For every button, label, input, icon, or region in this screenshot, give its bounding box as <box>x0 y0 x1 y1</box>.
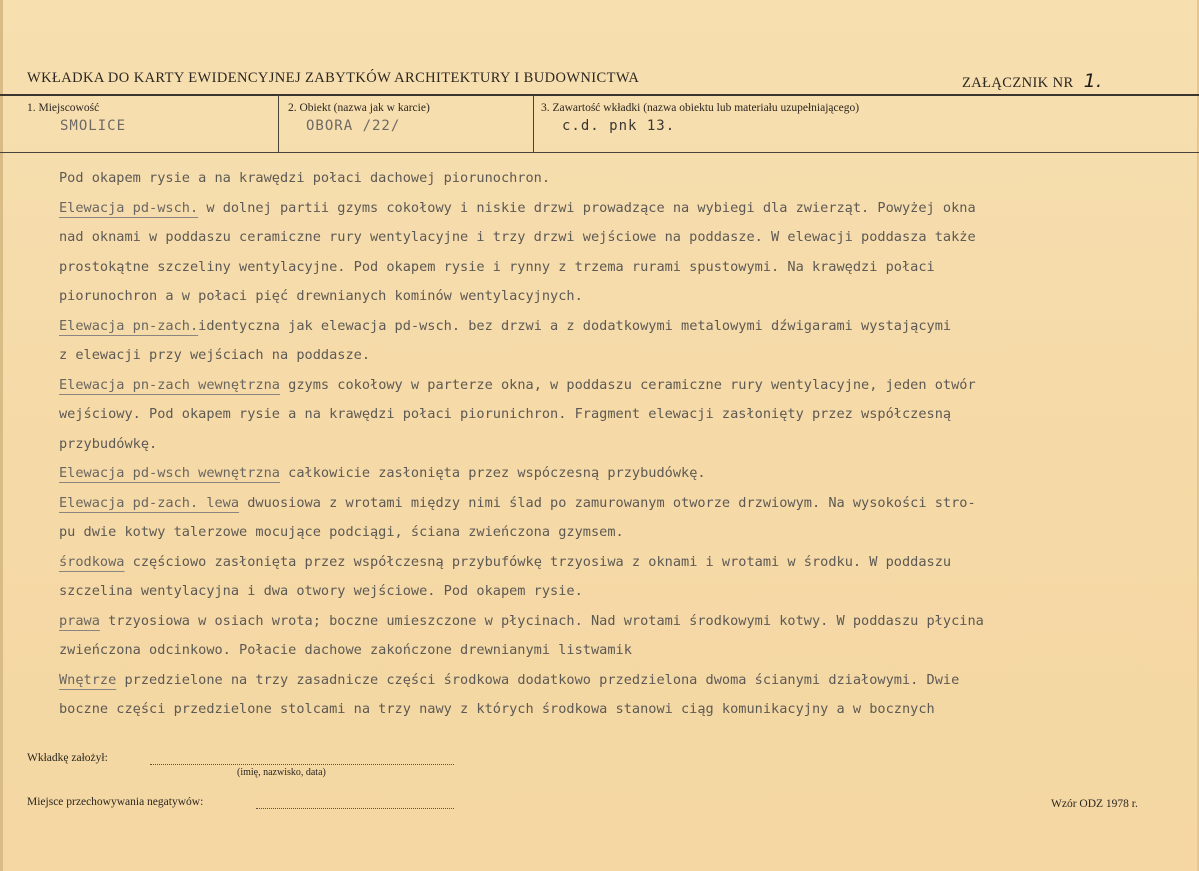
typed-description <box>59 164 1195 725</box>
line-text: w dolnej partii gzyms cokołowy i niskie drzwi prowadzące na wybiegi dla zwierząt. Powyżej okna <box>198 199 976 216</box>
author-label: Wkładkę założył: <box>27 752 108 764</box>
line-text: przybudówkę. <box>59 435 158 452</box>
line-text: identyczna jak elewacja pd-wsch. bez drzwi a z dodatkowymi metalowymi dźwigarami wystającymi <box>198 317 952 334</box>
text-line <box>59 695 1195 725</box>
text-line <box>59 459 1195 489</box>
text-line <box>59 518 1195 548</box>
line-text: dwuosiowa z wrotami między nimi ślad po zamurowanym otworze drzwiowym. Na wysokości stro- <box>239 494 976 511</box>
text-line <box>59 430 1195 460</box>
text-line <box>59 489 1195 519</box>
attachment-number <box>962 70 1103 92</box>
text-line <box>59 253 1195 283</box>
object-label: 2. Obiekt (nazwa jak w karcie) <box>288 102 430 114</box>
text-line <box>59 194 1195 224</box>
section-heading: Elewacja pd-wsch wewnętrzna <box>59 465 280 481</box>
text-line <box>59 371 1195 401</box>
card-edge-left <box>0 0 3 871</box>
locality-label: 1. Miejscowość <box>27 102 100 114</box>
line-text: prostokątne szczeliny wentylacyjne. Pod okapem rysie i rynny z trzema rurami spustowymi. Na krawędzi połaci <box>59 258 935 275</box>
negatives-dotted-line <box>256 808 454 809</box>
line-text: szczelina wentylacyjna i dwa otwory wejściowe. Pod okapem rysie. <box>59 583 583 599</box>
line-text: częściowo zasłonięta przez współczesną przybufówkę trzyosiwa z oknami i wrotami w środku. W poddaszu <box>124 553 952 570</box>
fields-rule <box>0 152 1199 153</box>
section-heading: prawa <box>59 612 100 629</box>
text-line <box>59 577 1195 607</box>
section-heading: Elewacja pn-zach wewnętrzna <box>59 376 280 393</box>
section-heading: Elewacja pd-zach. lewa <box>59 494 240 511</box>
line-text: boczne części przedzielone stolcami na trzy nawy z których środkowa stanowi ciąg komunikacyjny a w bocznych <box>59 701 935 717</box>
author-dotted-line <box>150 764 454 765</box>
form-title: WKŁADKA DO KARTY EWIDENCYJNEJ ZABYTKÓW ARCHITEKTURY I BUDOWNICTWA <box>27 70 640 86</box>
text-line <box>59 400 1195 430</box>
line-text: Pod okapem rysie a na krawędzi połaci dachowej piorunochron. <box>59 170 551 186</box>
line-text: gzyms cokołowy w parterze okna, w poddaszu ceramiczne rury wentylacyjne, jeden otwór <box>279 376 976 393</box>
line-text: pu dwie kotwy talerzowe mocujące podciągi, ściana zwieńczona gzymsem. <box>59 524 624 540</box>
section-heading: środkowa <box>59 553 125 570</box>
header-rule <box>0 94 1199 96</box>
attachment-number-value: 1. <box>1083 70 1103 92</box>
text-line <box>59 282 1195 312</box>
author-hint: (imię, nazwisko, data) <box>237 767 326 778</box>
line-text: z elewacji przy wejściach na poddasze. <box>59 347 370 363</box>
negatives-label: Miejsce przechowywania negatywów: <box>27 796 204 808</box>
text-line <box>59 607 1195 637</box>
section-heading: Wnętrze <box>59 671 117 688</box>
contents-value: c.d. pnk 13. <box>562 118 676 134</box>
object-value: OBORA /22/ <box>306 118 401 134</box>
attachment-label: ZAŁĄCZNIK NR <box>962 75 1074 91</box>
text-line <box>59 666 1195 696</box>
line-text: wejściowy. Pod okapem rysie a na krawędzi połaci piorunichron. Fragment elewacji zasłonięty przez współczesną <box>59 406 952 422</box>
line-text: przedzielone na trzy zasadnicze części środkowa dodatkowo przedzielona dwoma ścianymi działowymi. Dwie <box>116 671 960 688</box>
field-separator <box>278 95 279 153</box>
section-heading: Elewacja pn-zach. <box>59 317 199 334</box>
text-line <box>59 636 1195 666</box>
text-line <box>59 312 1195 342</box>
section-heading: Elewacja pd-wsch. <box>59 199 199 216</box>
locality-value: SMOLICE <box>60 118 127 134</box>
form-template-id: Wzór ODZ 1978 r. <box>1051 798 1138 810</box>
line-text: nad oknami w poddaszu ceramiczne rury wentylacyjne i trzy drzwi wejściowe na poddasze. W elewacji poddasza także <box>59 229 976 245</box>
text-line <box>59 341 1195 371</box>
contents-label: 3. Zawartość wkładki (nazwa obiektu lub materiału uzupełniającego) <box>541 102 860 114</box>
line-text: trzyosiowa w osiach wrota; boczne umieszczone w płycinach. Nad wrotami środkowymi kotwy. W poddaszu płycina <box>99 612 984 629</box>
line-text: zwieńczona odcinkowo. Połacie dachowe zakończone drewnianymi listwamik <box>59 642 632 658</box>
field-separator <box>533 95 534 153</box>
text-line <box>59 223 1195 253</box>
line-text: piorunochron a w połaci pięć drewnianych kominów wentylacyjnych. <box>59 288 583 304</box>
line-text: całkowicie zasłonięta przez wspóczesną przybudówkę. <box>279 465 706 481</box>
text-line <box>59 164 1195 194</box>
text-line <box>59 548 1195 578</box>
